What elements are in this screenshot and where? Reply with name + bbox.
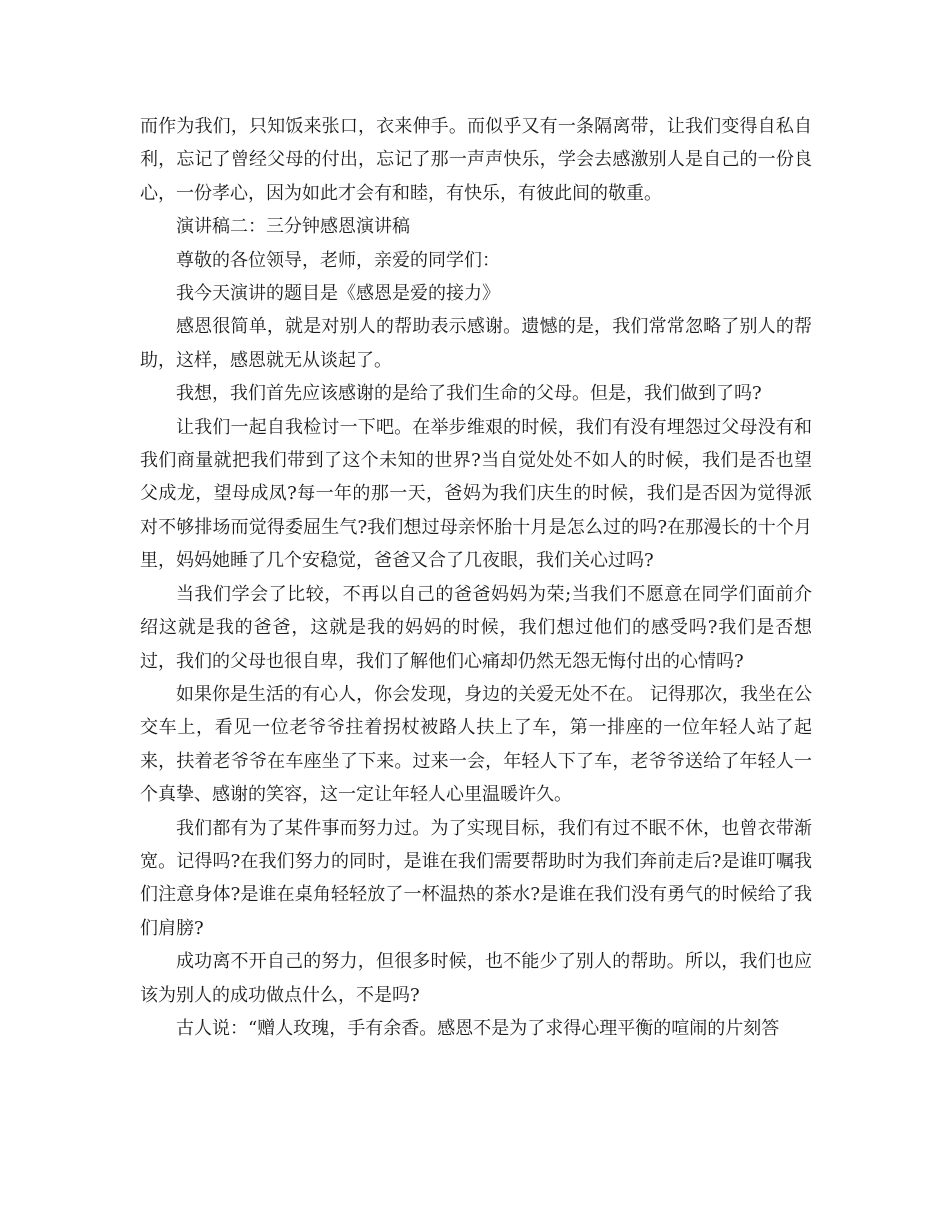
paragraph-8: 当我们学会了比较，不再以自己的爸爸妈妈为荣;当我们不愿意在同学们面前介绍这就是我的爸爸，这就是我的妈妈的时候，我们想过他们的感受吗?我们是否想过，我们的父母也很自卑，我们了解他们心痛却仍然无怨无悔付出的心情吗? <box>140 583 812 672</box>
paragraph-3: 尊敬的各位领导，老师，亲爱的同学们： <box>176 249 500 271</box>
paragraph-1: 而作为我们，只知饭来张口，衣来伸手。而似乎又有一条隔离带，让我们变得自私自利，忘记了曾经父母的付出，忘记了那一声声快乐，学会去感激别人是自己的一份良心，一份孝心，因为如此才会有和睦，有快乐，有彼此间的敬重。 <box>140 116 812 204</box>
paragraph-10: 我们都有为了某件事而努力过。为了实现目标，我们有过不眠不休，也曾衣带渐宽。记得吗?在我们努力的同时，是谁在我们需要帮助时为我们奔前走后?是谁叮嘱我们注意身体?是谁在桌角轻轻放了一杯温热的茶水?是谁在我们没有勇气的时候给了我们肩膀? <box>140 817 812 939</box>
document-body <box>140 110 812 1045</box>
paragraph-6: 我想，我们首先应该感谢的是给了我们生命的父母。但是，我们做到了吗? <box>176 383 762 405</box>
paragraph-2: 演讲稿二：三分钟感恩演讲稿 <box>176 216 410 238</box>
paragraph-11: 成功离不开自己的努力，但很多时候，也不能少了别人的帮助。所以，我们也应该为别人的成功做点什么，不是吗? <box>140 951 812 1006</box>
paragraph-4: 我今天演讲的题目是《感恩是爱的接力》 <box>176 283 500 305</box>
paragraph-5: 感恩很简单，就是对别人的帮助表示感谢。遗憾的是，我们常常忽略了别人的帮助，这样，感恩就无从谈起了。 <box>140 316 812 371</box>
paragraph-9: 如果你是生活的有心人，你会发现，身边的关爱无处不在。 记得那次，我坐在公交车上，看见一位老爷爷拄着拐杖被路人扶上了车，第一排座的一位年轻人站了起来，扶着老爷爷在车座坐了下来。过来一会，年轻人下了车，老爷爷送给了年轻人一个真挚、感谢的笑容，这一定让年轻人心里温暖许久。 <box>140 683 812 806</box>
paragraph-7: 让我们一起自我检讨一下吧。在举步维艰的时候，我们有没有埋怨过父母没有和我们商量就把我们带到了这个未知的世界?当自觉处处不如人的时候，我们是否也望父成龙，望母成凤?每一年的那一天，爸妈为我们庆生的时候，我们是否因为觉得派对不够排场而觉得委屈生气?我们想过母亲怀胎十月是怎么过的吗?在那漫长的十个月里，妈妈她睡了几个安稳觉，爸爸又合了几夜眼，我们关心过吗? <box>140 416 812 572</box>
paragraph-12: 古人说：“赠人玫瑰，手有余香。感恩不是为了求得心理平衡的喧闹的片刻答 <box>176 1017 780 1039</box>
